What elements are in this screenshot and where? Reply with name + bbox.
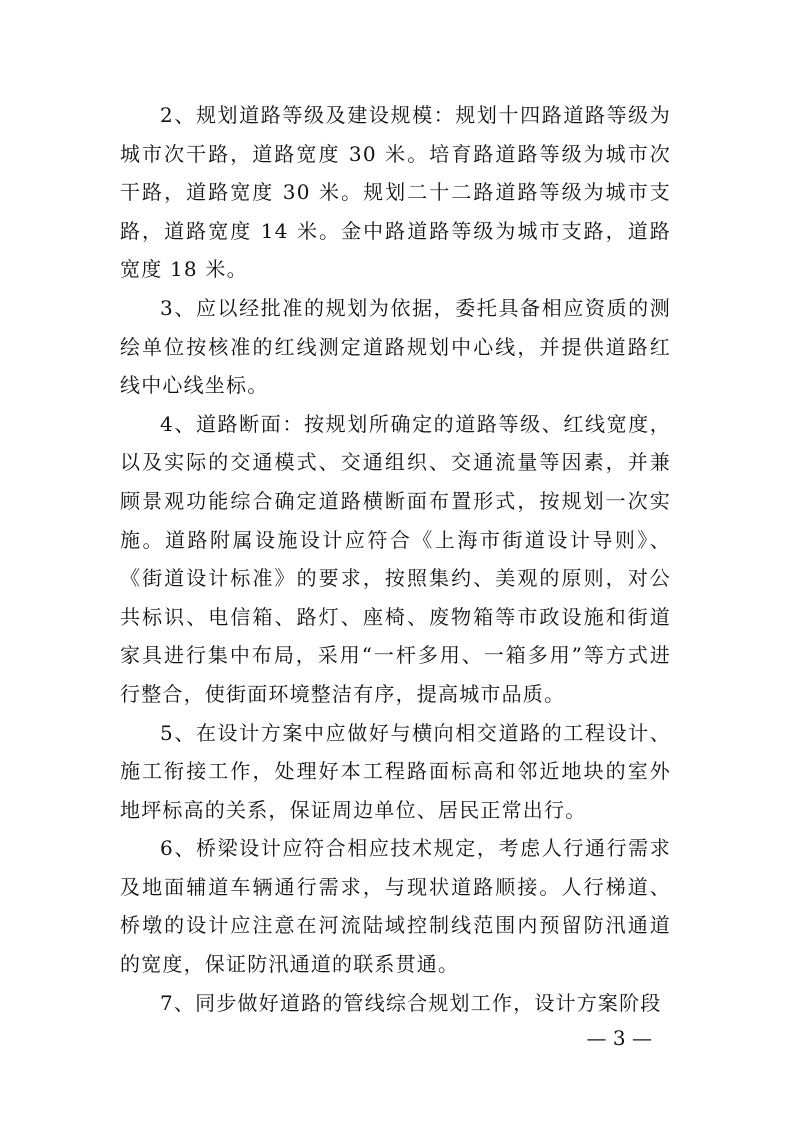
paragraph-item-6: 6、桥梁设计应符合相应技术规定，考虑人行通行需求及地面辅道车辆通行需求，与现状道路顺接。人行梯道、桥墩的设计应注意在河流陆域控制线范围内预留防汛通道的宽度，保证防汛通道的联系贯通。 [120, 836, 671, 977]
paragraph-item-7: 7、同步做好道路的管线综合规划工作，设计方案阶段 [160, 990, 662, 1015]
paragraph-item-3: 3、应以经批准的规划为依据，委托具备相应资质的测绘单位按核准的红线测定道路规划中心线，并提供道路红线中心线坐标。 [120, 295, 671, 398]
paragraph-item-4: 4、道路断面：按规划所确定的道路等级、红线宽度，以及实际的交通模式、交通组织、交通流量等因素，并兼顾景观功能综合确定道路横断面布置形式，按规划一次实施。道路附属设施设计应符合《上海市街道设计导则》、《街道设计标准》的要求，按照集约、美观的原则，对公共标识、电信箱、路灯、座椅、废物箱等市政设施和街道家具进行集中布局，采用“一杆多用、一箱多用”等方式进行整合，使街面环境整洁有序，提高城市品质。 [120, 411, 671, 706]
page-number: — 3 — [586, 1026, 652, 1050]
body-text [120, 96, 671, 1022]
paragraph-item-5: 5、在设计方案中应做好与横向相交道路的工程设计、施工衔接工作，处理好本工程路面标高和邻近地块的室外地坪标高的关系，保证周边单位、居民正常出行。 [120, 720, 671, 822]
paragraph-item-2: 2、规划道路等级及建设规模：规划十四路道路等级为城市次干路，道路宽度 30 米。培育路道路等级为城市次干路，道路宽度 30 米。规划二十二路道路等级为城市支路，道路宽度 14 米。金中路道路等级为城市支路，道路宽度 18 米。 [120, 103, 671, 282]
